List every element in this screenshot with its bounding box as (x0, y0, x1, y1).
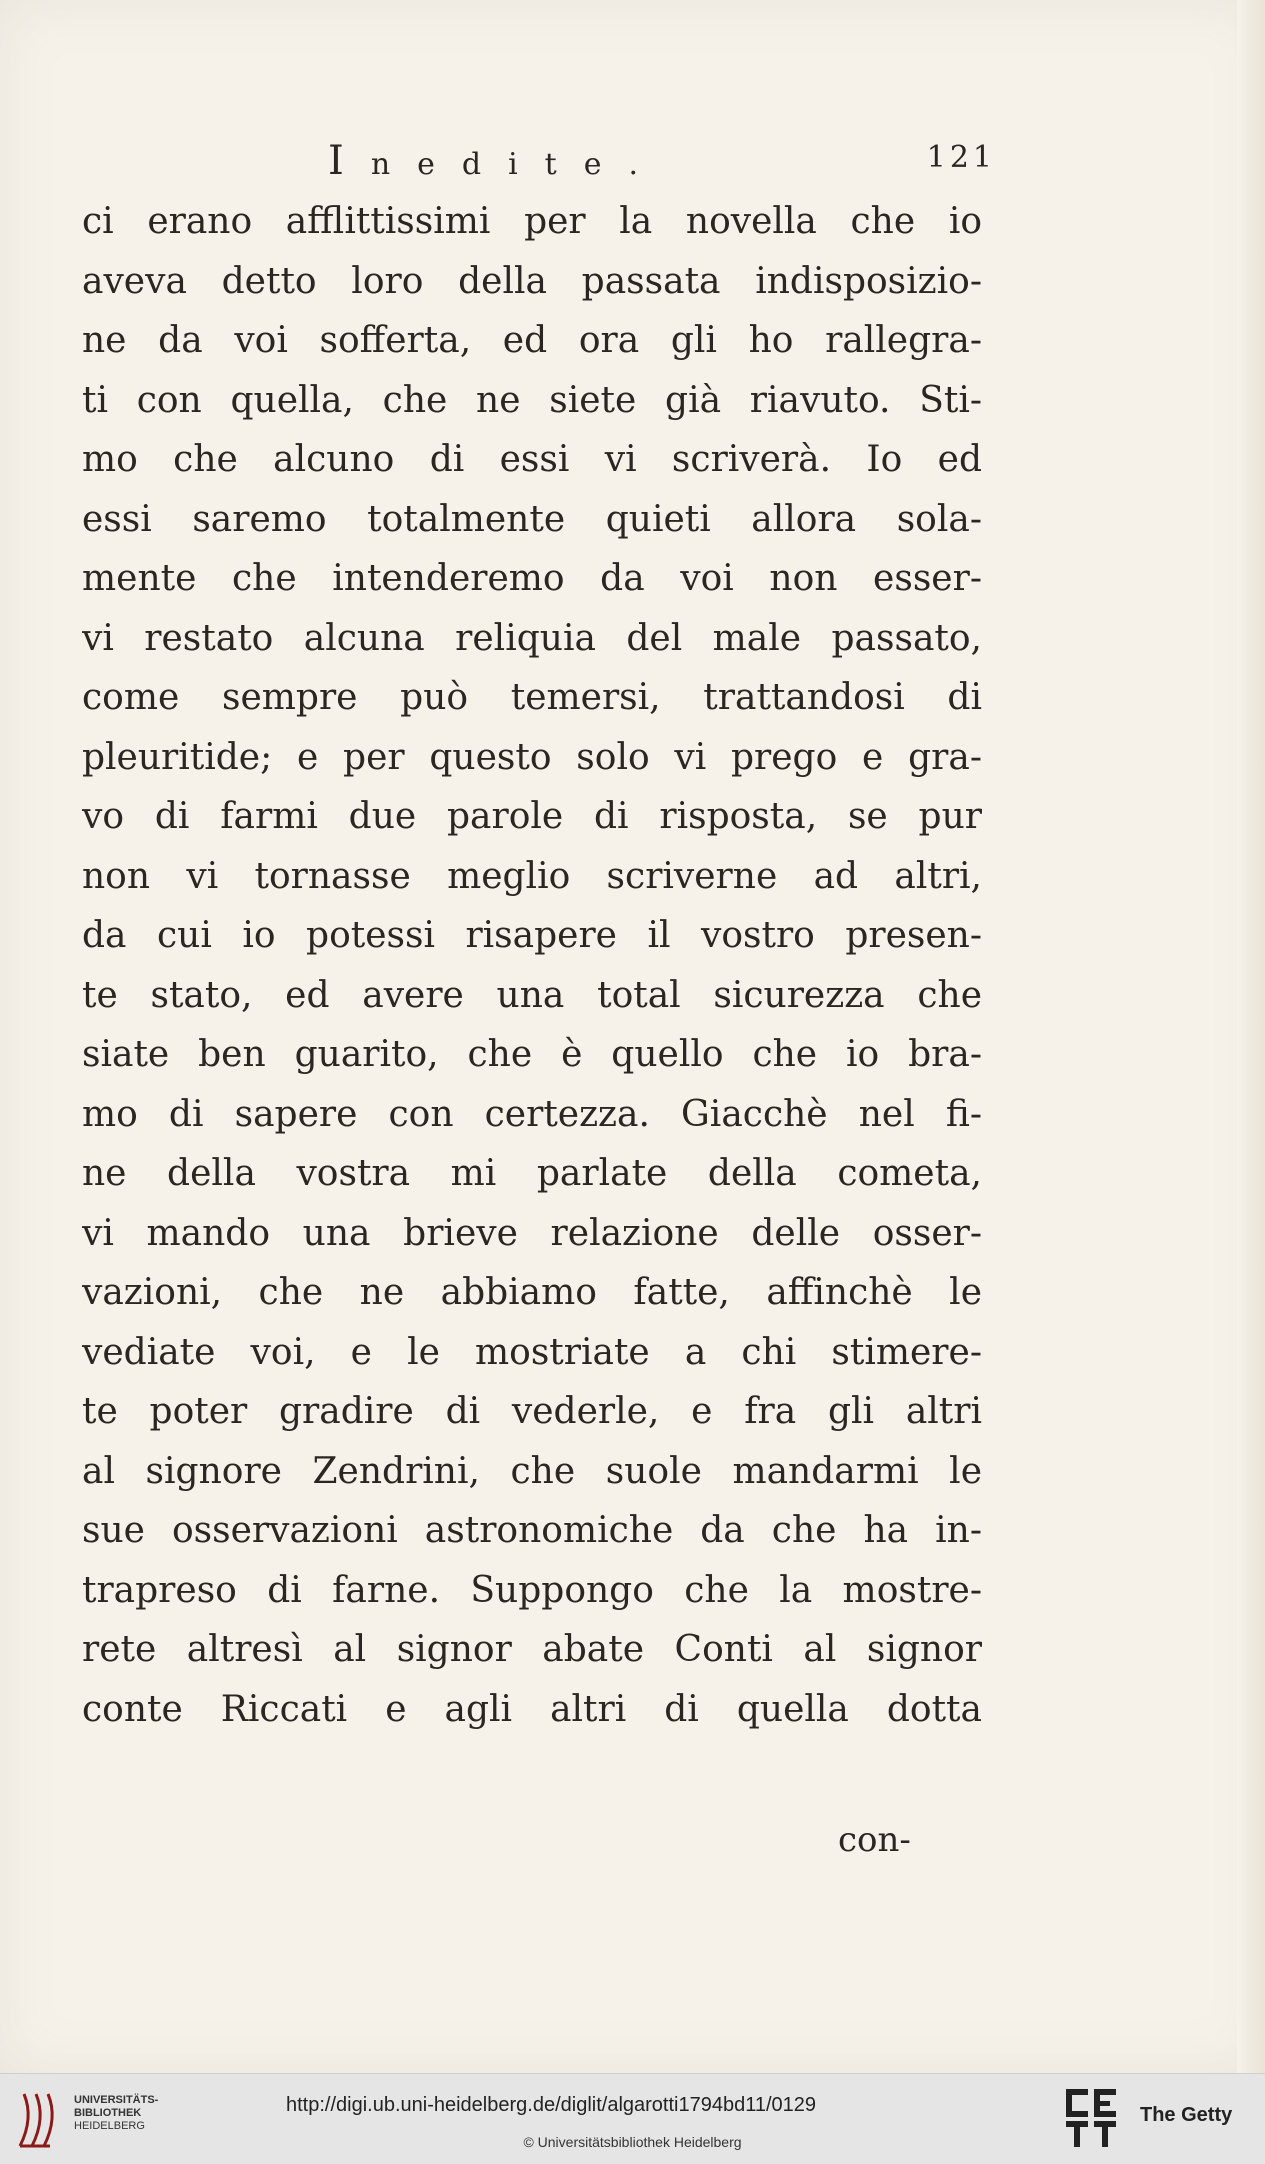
text-line: al signore Zendrini, che suole mandarmi le (82, 1450, 982, 1492)
library-name (74, 2094, 204, 2133)
library-name-line1: UNIVERSITÄTS- (74, 2094, 159, 2106)
text-line: siate ben guarito, che è quello che io bra- (82, 1034, 982, 1075)
text-line: mo che alcuno di essi vi scriverà. Io ed (82, 439, 982, 480)
text-line: rete altresì al signor abate Conti al signor (82, 1629, 982, 1670)
text-line: aveva detto loro della passata indisposizio- (82, 260, 982, 302)
text-line: ti con quella, che ne siete già riavuto. Sti- (82, 379, 982, 421)
library-name-line2: BIBLIOTHEK (74, 2107, 142, 2119)
catchword: con- (838, 1820, 911, 1860)
text-line: sue osservazioni astronomiche da che ha in- (82, 1510, 982, 1551)
text-line: ci erano afflittissimi per la novella che io (82, 201, 982, 242)
text-line: te poter gradire di vederle, e fra gli altri (82, 1391, 982, 1432)
copyright-notice: © Universitätsbibliothek Heidelberg (523, 2134, 742, 2150)
text-line: trapreso di farne. Suppongo che la mostre- (82, 1569, 982, 1611)
running-head-title: Inedite. (328, 138, 666, 184)
text-line: te stato, ed avere una total sicurezza che (82, 974, 982, 1016)
footer-bar (0, 2073, 1265, 2164)
getty-logo-icon[interactable] (1064, 2087, 1120, 2149)
partner-name: The Getty (1140, 2104, 1233, 2126)
body-text (82, 192, 982, 1739)
running-head (320, 132, 1010, 182)
page-edge-shadow (1237, 0, 1265, 2073)
page-number: 121 (926, 140, 996, 175)
text-line: ne da voi sofferta, ed ora gli ho rallegra- (82, 320, 982, 361)
text-line: ne della vostra mi parlate della cometa, (82, 1153, 982, 1194)
text-line: mente che intenderemo da voi non esser- (82, 558, 982, 599)
text-line: vi restato alcuna reliquia del male passato, (82, 617, 982, 659)
text-line: come sempre può temersi, trattandosi di (82, 677, 982, 718)
text-line: vediate voi, e le mostriate a chi stimere- (82, 1331, 982, 1373)
text-line: pleuritide; e per questo solo vi prego e gra- (82, 736, 982, 778)
library-name-line3: HEIDELBERG (74, 2120, 145, 2132)
text-line: conte Riccati e agli altri di quella dotta (82, 1688, 982, 1730)
text-line: mo di sapere con certezza. Giacchè nel fi- (82, 1093, 982, 1135)
text-line: vi mando una brieve relazione delle osser- (82, 1212, 982, 1254)
permalink-url[interactable]: http://digi.ub.uni-heidelberg.de/diglit/algarotti1794bd11/0129 (286, 2094, 817, 2116)
text-line: non vi tornasse meglio scriverne ad altri, (82, 855, 982, 897)
text-line: da cui io potessi risapere il vostro presen- (82, 915, 982, 956)
text-line: vo di farmi due parole di risposta, se pur (82, 796, 982, 837)
text-line: vazioni, che ne abbiamo fatte, affinchè le (82, 1272, 982, 1313)
text-line: essi saremo totalmente quieti allora sola- (82, 498, 982, 540)
